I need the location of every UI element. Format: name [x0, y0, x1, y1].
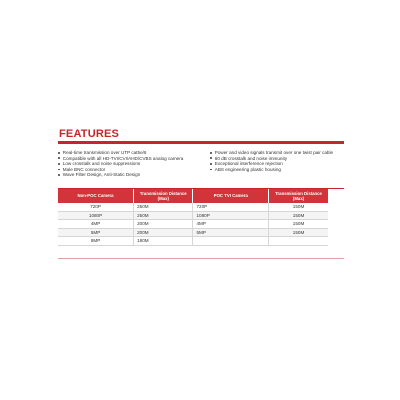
feature-item: Male BNC connector — [58, 167, 202, 173]
table-cell: 720P — [58, 203, 134, 211]
table-cell: 250M — [134, 211, 193, 220]
bullet-icon — [210, 169, 212, 171]
table-cell — [269, 237, 328, 246]
table-row — [58, 211, 328, 220]
header-transmission-distance: Transmission Distance (Max) — [134, 189, 193, 203]
table-cell: 180M — [134, 237, 193, 246]
bullet-icon — [58, 152, 60, 154]
table-cell: 150M — [269, 211, 328, 220]
table-header-row — [58, 189, 328, 203]
bullet-icon — [210, 152, 212, 154]
header-poc-tvi-camera: POC TVI Camera — [193, 189, 269, 203]
feature-item: Exceptional interference rejection — [210, 161, 344, 167]
feature-item: Compatible with all HD-TVI/CVI/AHD/CVBS analog camera — [58, 156, 202, 162]
feature-item: Power and video signals transmit over one twist pair cable — [210, 150, 344, 156]
table-cell — [193, 237, 269, 246]
table-row — [58, 220, 328, 229]
feature-item: Low crosstalk and noise suppressions — [58, 161, 202, 167]
features-right-column — [210, 150, 344, 178]
table-cell: 1080P — [58, 211, 134, 220]
table-cell: 200M — [134, 228, 193, 237]
table-cell: 720P — [193, 203, 269, 211]
bullet-icon — [58, 163, 60, 165]
table-cell: 200M — [134, 220, 193, 229]
bullet-icon — [58, 169, 60, 171]
table-cell: 5MP — [193, 228, 269, 237]
header-transmission-distance: Transmission Distance (Max) — [269, 189, 328, 203]
features-document — [58, 128, 344, 259]
table-cell: 4MP — [58, 220, 134, 229]
header-non-poc-camera: Non-POC Camera — [58, 189, 134, 203]
table-cell: 250M — [134, 203, 193, 211]
features-left-column — [58, 150, 202, 178]
table-row — [58, 203, 328, 211]
feature-item: ABS engineering plastic housing — [210, 167, 344, 173]
table-cell: 150M — [269, 203, 328, 211]
title-underline — [58, 141, 344, 144]
table-cell: 150M — [269, 220, 328, 229]
bottom-divider — [58, 258, 344, 259]
bullet-icon — [210, 157, 212, 159]
table-cell: 4MP — [193, 220, 269, 229]
feature-item: Real-time transmission over UTP cat5e/6 — [58, 150, 202, 156]
feature-item: Wave Filter Design, Anti-Static Design — [58, 172, 202, 178]
table-row — [58, 237, 328, 246]
features-list — [58, 150, 344, 178]
spec-table-wrapper — [58, 188, 344, 246]
table-cell: 150M — [269, 228, 328, 237]
feature-item: 60 dB crosstalk and noise immunity — [210, 156, 344, 162]
bullet-icon — [58, 157, 60, 159]
table-cell: 8MP — [58, 237, 134, 246]
section-title: FEATURES — [59, 128, 120, 140]
table-row — [58, 228, 328, 237]
bullet-icon — [58, 174, 60, 176]
table-cell: 1080P — [193, 211, 269, 220]
table-cell: 5MP — [58, 228, 134, 237]
transmission-distance-table — [58, 189, 328, 246]
bullet-icon — [210, 163, 212, 165]
